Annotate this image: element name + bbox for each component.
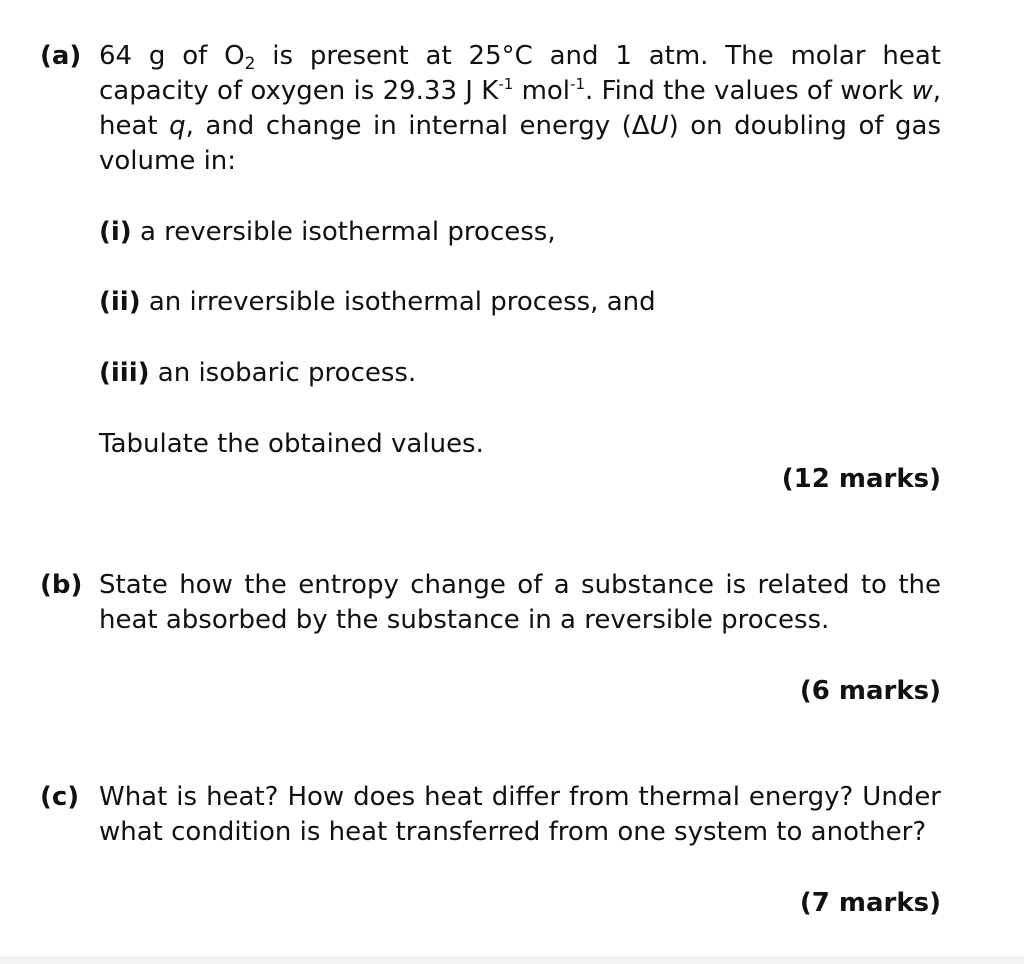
question-c-text: What is heat? How does heat differ from thermal energy? Under what condition is heat transferred from one system to another? (99, 782, 941, 847)
part-i: (i) a reversible isothermal process, (99, 217, 556, 247)
question-b-marks: (6 marks) (799, 676, 941, 706)
page-bottom-edge (0, 956, 1024, 964)
question-c-marks: (7 marks) (799, 888, 941, 918)
tabulate-instruction: Tabulate the obtained values. (99, 429, 484, 459)
part-iii: (iii) an isobaric process. (99, 358, 417, 388)
question-a-text: 64 g of O2 is present at 25°C and 1 atm. The molar heat capacity of oxygen is 29.33 J $K^{-1}$ mol$^{-1}$. Find the values of work w, heat q, and change in internal energy (ΔU) on doubling of gas volume in: (99, 41, 941, 176)
question-a-marks: (12 marks) (781, 464, 941, 494)
question-b-text: State how the entropy change of a substance is related to the heat absorbed by the substance in a reversible process. (99, 570, 941, 635)
question-c-label: (c) (40, 782, 80, 812)
part-ii: (ii) an irreversible isothermal process, and (99, 287, 656, 317)
question-b-label: (b) (40, 570, 83, 600)
question-a-label: (a) (40, 41, 82, 71)
